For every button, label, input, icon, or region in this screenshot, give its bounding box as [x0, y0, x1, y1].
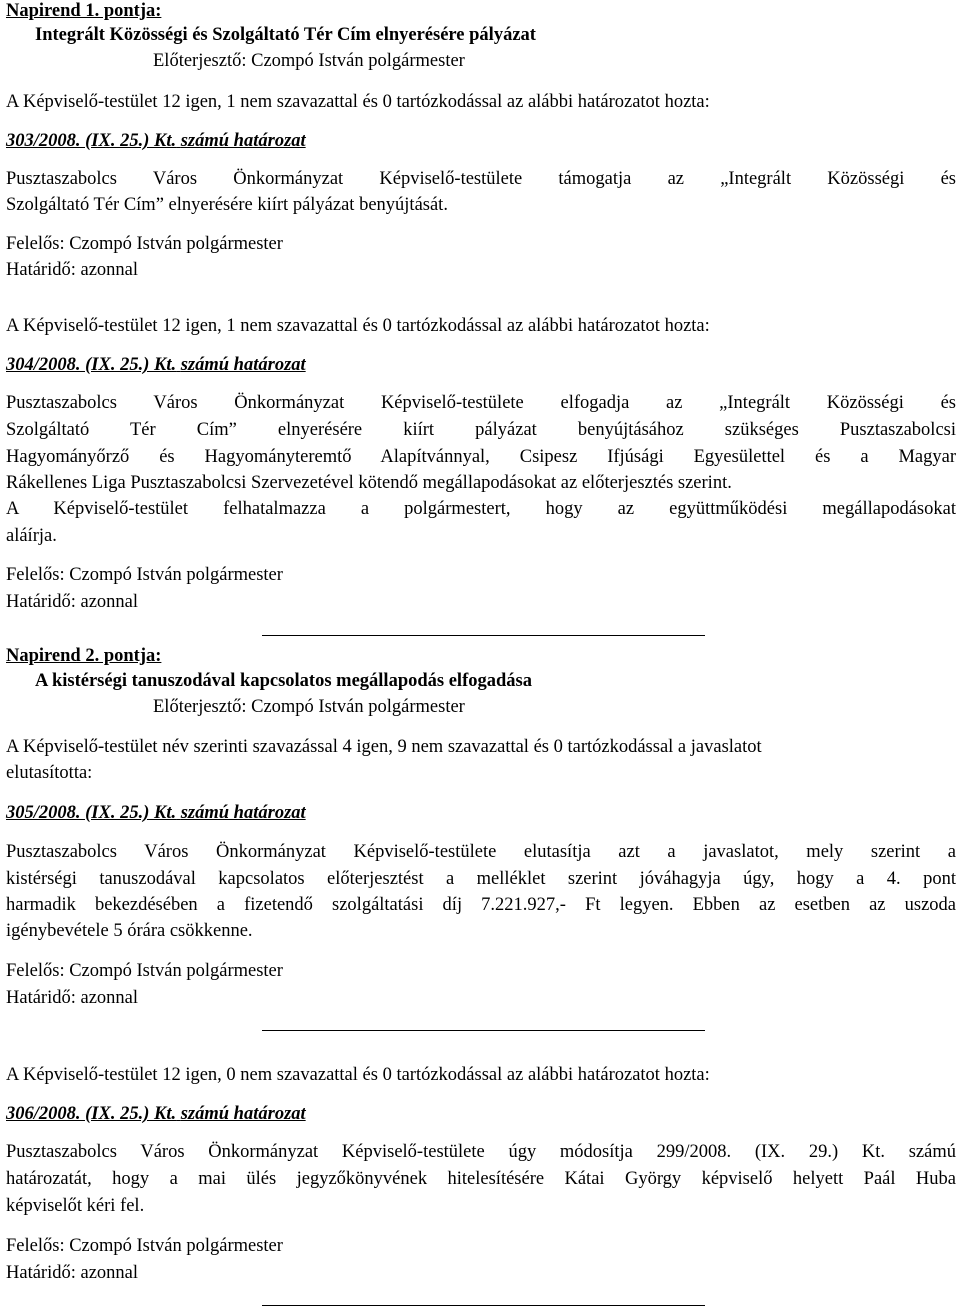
deadline: Határidő: azonnal — [6, 592, 139, 612]
resolution-text-line: kistérségi tanuszodával kapcsolatos előterjesztést a melléklet szerint jóváhagyja úgy, hogy a 4. pont — [6, 869, 956, 889]
separator-line — [262, 635, 705, 636]
agenda-title: A kistérségi tanuszodával kapcsolatos megállapodás elfogadása — [35, 671, 532, 691]
vote-statement: A Képviselő-testület név szerinti szavazással 4 igen, 9 nem szavazattal és 0 tartózkodással a javaslatot — [6, 737, 762, 757]
responsible: Felelős: Czompó István polgármester — [6, 565, 283, 585]
resolution-text-line: harmadik bekezdésében a fizetendő szolgáltatási díj 7.221.927,- Ft legyen. Ebben az esetben az uszoda — [6, 895, 956, 915]
resolution-text-line: határozatát, hogy a mai ülés jegyzőkönyvének hitelesítésére Kátai György képviselő helyett Paál Huba — [6, 1169, 956, 1189]
resolution-text-line: aláírja. — [6, 526, 57, 546]
resolution-text-line: Szolgáltató Tér Cím” elnyerésére kiírt pályázat benyújtását. — [6, 195, 448, 215]
agenda-heading: Napirend 1. pontja: — [6, 1, 162, 21]
agenda-title: Integrált Közösségi és Szolgáltató Tér Cím elnyerésére pályázat — [35, 25, 536, 45]
resolution-number: 303/2008. (IX. 25.) Kt. számú határozat — [6, 131, 306, 151]
deadline: Határidő: azonnal — [6, 988, 139, 1008]
vote-statement: A Képviselő-testület 12 igen, 0 nem szavazattal és 0 tartózkodással az alábbi határozatot hozta: — [6, 1065, 710, 1085]
resolution-text-line: Pusztaszabolcs Város Önkormányzat Képviselő-testülete úgy módosítja 299/2008. (IX. 29.) Kt. számú — [6, 1142, 956, 1162]
resolution-text-line: Szolgáltató Tér Cím” elnyerésére kiírt pályázat benyújtásához szükséges Pusztaszabolcsi — [6, 420, 956, 440]
resolution-text-line: A Képviselő-testület felhatalmazza a polgármestert, hogy az együttműködési megállapodásokat — [6, 499, 956, 519]
vote-statement: elutasította: — [6, 763, 93, 783]
responsible: Felelős: Czompó István polgármester — [6, 234, 283, 254]
separator-line — [262, 1030, 705, 1031]
resolution-number: 306/2008. (IX. 25.) Kt. számú határozat — [6, 1104, 306, 1124]
resolution-text-line: képviselőt kéri fel. — [6, 1196, 145, 1216]
presenter: Előterjesztő: Czompó István polgármester — [153, 697, 465, 717]
resolution-text-line: Rákellenes Liga Pusztaszabolcsi Szervezetével kötendő megállapodásokat az előterjesztés szerint. — [6, 473, 732, 493]
presenter: Előterjesztő: Czompó István polgármester — [153, 51, 465, 71]
resolution-text-line: Pusztaszabolcs Város Önkormányzat Képviselő-testülete támogatja az „Integrált Közösségi és — [6, 169, 956, 189]
responsible: Felelős: Czompó István polgármester — [6, 1236, 283, 1256]
resolution-text-line: igénybevétele 5 órára csökkenne. — [6, 921, 253, 941]
resolution-text-line: Pusztaszabolcs Város Önkormányzat Képviselő-testülete elutasítja azt a javaslatot, mely szerint a — [6, 842, 956, 862]
deadline: Határidő: azonnal — [6, 1263, 139, 1283]
resolution-number: 305/2008. (IX. 25.) Kt. számú határozat — [6, 803, 306, 823]
separator-line — [262, 1305, 705, 1306]
agenda-heading: Napirend 2. pontja: — [6, 646, 162, 666]
resolution-number: 304/2008. (IX. 25.) Kt. számú határozat — [6, 355, 306, 375]
responsible: Felelős: Czompó István polgármester — [6, 961, 283, 981]
vote-statement: A Képviselő-testület 12 igen, 1 nem szavazattal és 0 tartózkodással az alábbi határozatot hozta: — [6, 316, 710, 336]
resolution-text-line: Hagyományőrző és Hagyományteremtő Alapítvánnyal, Csipesz Ifjúsági Egyesülettel és a Magyar — [6, 447, 956, 467]
vote-statement: A Képviselő-testület 12 igen, 1 nem szavazattal és 0 tartózkodással az alábbi határozatot hozta: — [6, 92, 710, 112]
resolution-text-line: Pusztaszabolcs Város Önkormányzat Képviselő-testülete elfogadja az „Integrált Közösségi és — [6, 393, 956, 413]
deadline: Határidő: azonnal — [6, 260, 139, 280]
